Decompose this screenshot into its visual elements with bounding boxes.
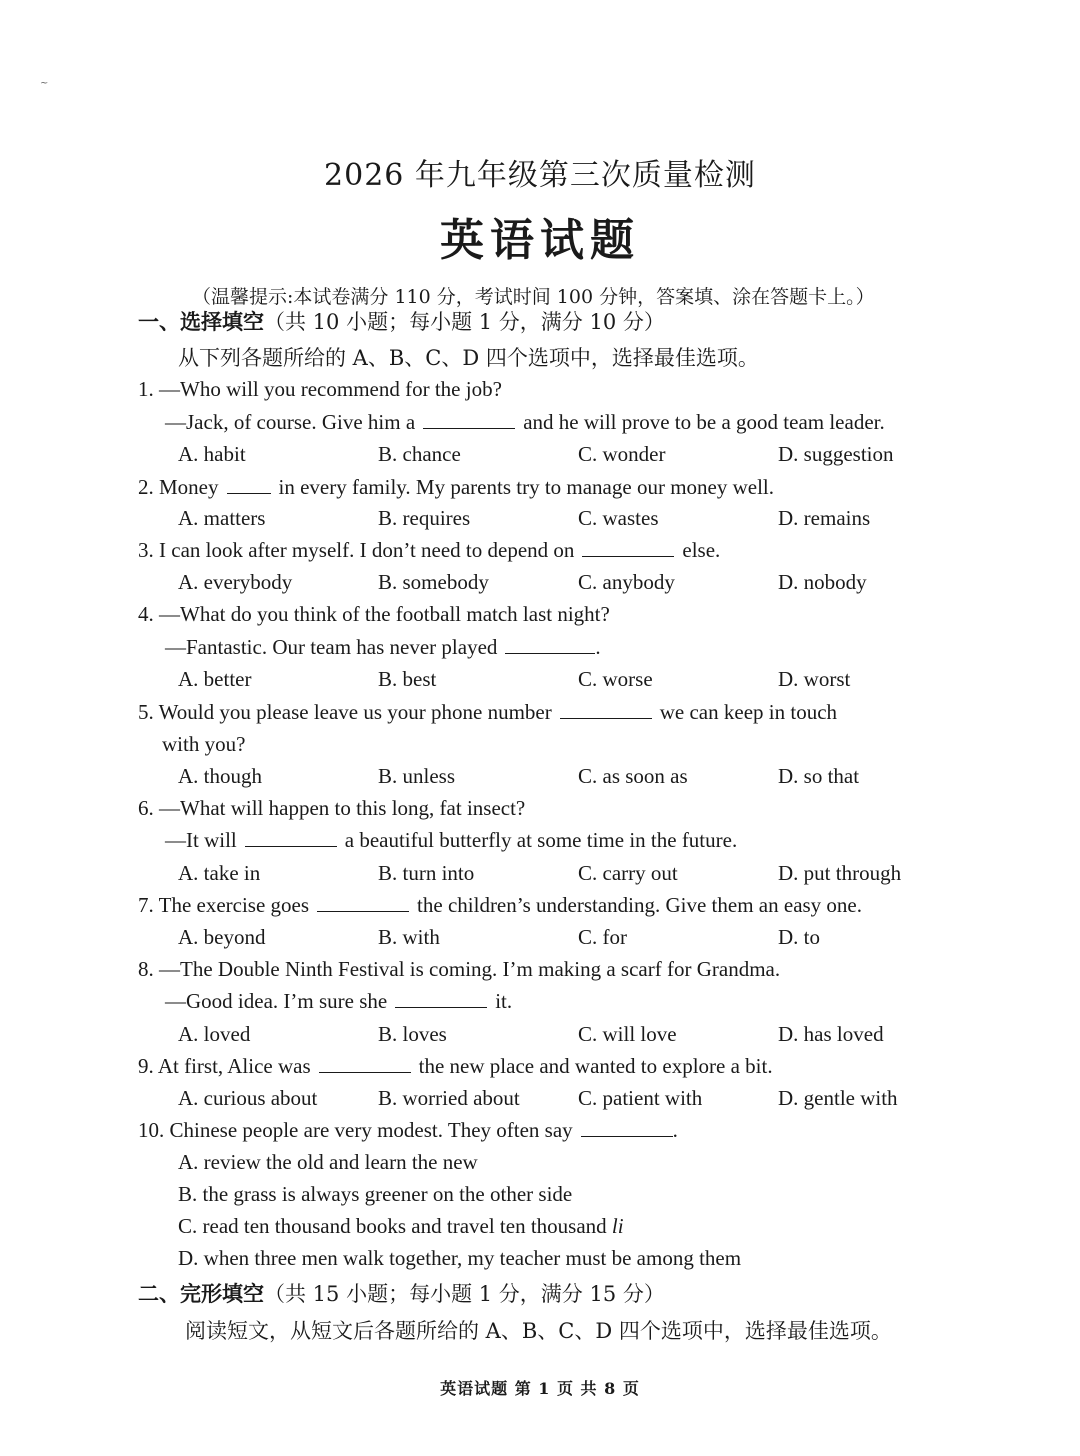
q1-option-d: D. suggestion — [778, 442, 894, 466]
q1-text-b: and he will prove to be a good team leader. — [523, 410, 885, 434]
q9-option-a: A. curious about — [178, 1086, 318, 1110]
q1-text-a: —Jack, of course. Give him a — [165, 410, 416, 434]
q1-option-a: A. habit — [178, 442, 246, 466]
q6-option-b: B. turn into — [378, 861, 475, 885]
section-1-name: 一、选择填空 — [138, 309, 264, 334]
q9-text-b: the new place and wanted to explore a bit. — [418, 1054, 773, 1078]
section-2-name: 二、完形填空 — [138, 1281, 264, 1306]
q5-option-b: B. unless — [378, 764, 456, 788]
q2-option-a: A. matters — [178, 506, 266, 530]
q10-text-a: 10. Chinese people are very modest. They often say — [138, 1118, 573, 1142]
q6-option-c: C. carry out — [578, 861, 678, 885]
q5-text-a: 5. Would you please leave us your phone number — [138, 700, 552, 724]
q5-option-c: C. as soon as — [578, 764, 688, 788]
q8-text-a: —Good idea. I’m sure she — [165, 989, 388, 1013]
exam-tip: （温馨提示:本试卷满分 110 分，考试时间 100 分钟，答案填、涂在答题卡上。） — [192, 286, 875, 308]
q5-option-d: D. so that — [778, 764, 860, 788]
q3-text-b: else. — [682, 538, 721, 562]
q7-option-d: D. to — [778, 925, 820, 949]
q7-option-c: C. for — [578, 925, 627, 949]
q4-line2 — [165, 635, 601, 660]
q2-text-b: in every family. My parents try to manage our money well. — [278, 475, 774, 499]
section-1-info: （共 10 小题；每小题 1 分，满分 10 分） — [264, 310, 665, 334]
q6-line2 — [165, 828, 737, 853]
q3-option-c: C. anybody — [578, 570, 675, 594]
q10-option-c-text: C. read ten thousand books and travel ten thousand — [178, 1214, 607, 1238]
q6-text-b: a beautiful butterfly at some time in the future. — [344, 828, 738, 852]
section-1-heading — [138, 306, 665, 336]
q8-option-a: A. loved — [178, 1022, 251, 1046]
q9-option-b: B. worried about — [378, 1086, 520, 1110]
q9-option-d: D. gentle with — [778, 1086, 898, 1110]
q4-line1: 4. —What do you think of the football match last night? — [138, 602, 610, 626]
q3-option-d: D. nobody — [778, 570, 867, 594]
q7-option-a: A. beyond — [178, 925, 266, 949]
q2-option-b: B. requires — [378, 506, 471, 530]
q7-blank — [317, 893, 409, 912]
page-footer: 英语试题 第 1 页 共 8 页 — [440, 1379, 640, 1398]
q4-option-a: A. better — [178, 667, 252, 691]
q6-line1: 6. —What will happen to this long, fat insect? — [138, 796, 526, 820]
q5-line2: with you? — [162, 732, 246, 756]
section-1-instruction: 从下列各题所给的 A、B、C、D 四个选项中，选择最佳选项。 — [178, 346, 759, 370]
q10-text-b: . — [672, 1118, 678, 1142]
q10-option-a: A. review the old and learn the new — [178, 1150, 478, 1174]
q2-option-c: C. wastes — [578, 506, 659, 530]
q2-line — [138, 475, 774, 500]
section-2-info: （共 15 小题；每小题 1 分，满分 15 分） — [264, 1282, 665, 1306]
exam-title: 英语试题 — [440, 215, 640, 266]
q9-blank — [319, 1054, 411, 1073]
q3-option-a: A. everybody — [178, 570, 293, 594]
q3-option-b: B. somebody — [378, 570, 489, 594]
q10-option-c — [178, 1214, 624, 1239]
q7-text-b: the children’s understanding. Give them an easy one. — [417, 893, 863, 917]
q2-text-a: 2. Money — [138, 475, 219, 499]
q3-text-a: 3. I can look after myself. I don’t need to depend on — [138, 538, 575, 562]
q9-line — [138, 1054, 773, 1079]
q5-line1 — [138, 700, 837, 725]
exam-subtitle: 2026 年九年级第三次质量检测 — [324, 158, 756, 193]
q5-option-a: A. though — [178, 764, 262, 788]
q1-line1: 1. —Who will you recommend for the job? — [138, 377, 502, 401]
q4-option-d: D. worst — [778, 667, 851, 691]
q3-line — [138, 538, 720, 563]
q10-option-b: B. the grass is always greener on the other side — [178, 1182, 573, 1206]
q8-option-b: B. loves — [378, 1022, 447, 1046]
scan-mark: ~ — [40, 78, 49, 89]
q10-blank — [581, 1118, 673, 1137]
q4-text-a: —Fantastic. Our team has never played — [165, 635, 498, 659]
q8-blank — [395, 989, 487, 1008]
q1-option-c: C. wonder — [578, 442, 666, 466]
q4-text-b: . — [595, 635, 601, 659]
section-2-instruction: 阅读短文，从短文后各题所给的 A、B、C、D 四个选项中，选择最佳选项。 — [185, 1319, 892, 1343]
q9-option-c: C. patient with — [578, 1086, 703, 1110]
q8-text-b: it. — [495, 989, 513, 1013]
q9-text-a: 9. At first, Alice was — [138, 1054, 311, 1078]
section-2-heading — [138, 1278, 665, 1308]
q7-option-b: B. with — [378, 925, 440, 949]
q2-option-d: D. remains — [778, 506, 871, 530]
q5-blank — [560, 700, 652, 719]
q1-line2 — [165, 410, 885, 435]
q4-blank — [505, 635, 595, 654]
q6-option-a: A. take in — [178, 861, 261, 885]
q8-line2 — [165, 989, 512, 1014]
q10-option-c-italic: li — [611, 1214, 624, 1238]
q5-text-b: we can keep in touch — [659, 700, 838, 724]
q4-option-b: B. best — [378, 667, 437, 691]
q1-blank — [423, 410, 515, 429]
q2-blank — [227, 475, 271, 494]
q1-option-b: B. chance — [378, 442, 461, 466]
q6-option-d: D. put through — [778, 861, 902, 885]
q10-option-d: D. when three men walk together, my teacher must be among them — [178, 1246, 742, 1270]
q8-option-c: C. will love — [578, 1022, 677, 1046]
q6-text-a: —It will — [165, 828, 237, 852]
q8-option-d: D. has loved — [778, 1022, 884, 1046]
q7-line — [138, 893, 862, 918]
q8-line1: 8. —The Double Ninth Festival is coming. I’m making a scarf for Grandma. — [138, 957, 781, 981]
q10-line — [138, 1118, 678, 1143]
q6-blank — [245, 828, 337, 847]
q7-text-a: 7. The exercise goes — [138, 893, 310, 917]
q3-blank — [582, 538, 674, 557]
q4-option-c: C. worse — [578, 667, 653, 691]
